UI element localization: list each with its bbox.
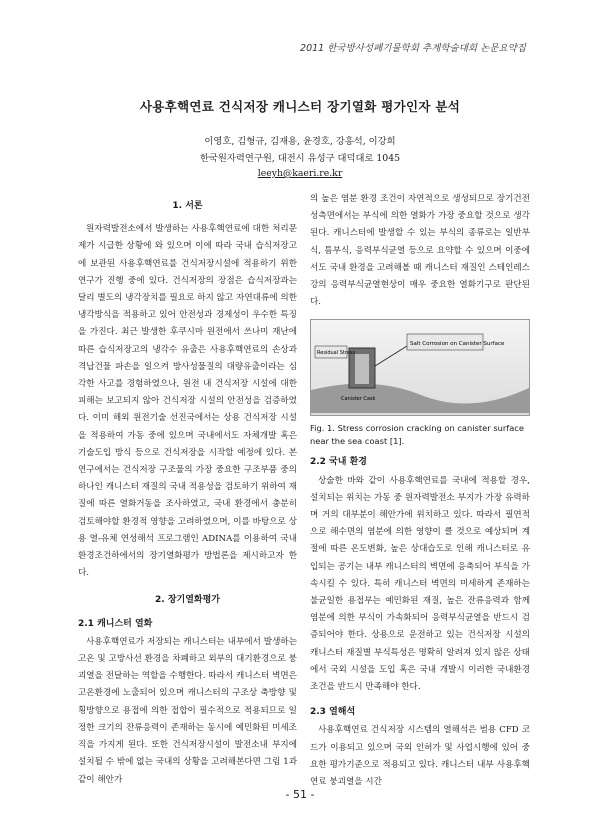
figure-1 [310,319,530,416]
authors: 이영호, 김형규, 김재용, 윤경호, 강흥석, 이강희 [204,136,396,147]
email-link[interactable]: leeyh@kaeri.re.kr [257,168,343,179]
fig-label-salt: Salt Corrosion on Canister Surface [410,341,505,348]
thermal-paragraph: 사용후핵연료 건식저장 시스템의 열해석은 범용 CFD 코드가 이용되고 있으며 국외 인허가 및 사업시행에 있어 중요한 평가기준으로 적용되고 있다. 캐니스터 내부 사용후핵연료 붕괴열을 시간 [310,725,530,788]
section-title-intro: 1. 서론 [172,201,203,211]
canister-shape [355,354,369,384]
intro-paragraph: 원자력발전소에서 발생하는 사용후핵연료에 대한 처리문제가 시급한 상황에 와 있으며 이에 따라 국내 습식저장고에 보관된 사용후핵연료를 건식저장시설에 적용하기 위한 연구가 진행 중에 있다. 건식저장의 장점은 습식저장과는 달리 별도의 냉각장치를 필요로 하지 않고 자연대류에 의한 냉각방식을 적용하고 있어 안전성과 경제성이 우수한 특징을 가진다. 최근 발생한 후쿠시마 원전에서 쓰나미 재난에 따른 습식저장고의 냉각수 유출은 사용후핵연료의 손상과 격납건물 파손을 일으켜 방사성물질의 대량유출이라는 심각한 사고를 경험하였으나, 원전 내 건식저장 시설에 대한 피해는 보고되지 않아 건식저장 시설의 안전성을 검증하였다. 이미 해외 원전기술 선진국에서는 상용 건식저장 시설을 적용하여 가동 중에 있으며 국내에서도 자체개발 혹은 기술도입 방식 등으로 건식저장을 시작할 예정에 있다. 본 연구에서는 건식저장 구조물의 가장 중요한 구조부품 중의 하나인 캐니스터 재질의 국내 적용성을 검토하기 위하여 재질에 따른 열화거동을 조사하였고, 국내 환경에서 충분히 검토해야할 환경적 영향을 고려하였으며, 이를 바탕으로 상용 열-유체 연성해석 프로그램인 ADINA를 이용하여 국내환경조건하에서의 장기열화평가 방법론을 제시하고자 한다. [78,224,297,579]
right-column [310,191,530,791]
fig-label-cask: Canister Cask [341,396,376,403]
subsection-title-environment: 2.2 국내 환경 [310,457,367,468]
figure-caption: Fig. 1. Stress corrosion cracking on canister surface near the sea coast [1]. [310,423,524,447]
continued-paragraph: 의 높은 염분 환경 조건이 자연적으로 생성되므로 장기건전성측면에서는 부식에 의한 열화가 가장 중요할 것으로 생각된다. 캐니스터에 발생할 수 있는 부식의 종류로는 일반부식, 틈부식, 응력부식균열 등으로 요약할 수 있으며 이중에서도 국내 환경을 고려해볼 때 캐니스터 재질인 스테인레스 강의 응력부식균열현상이 매우 중요한 열화기구로 판단된다. [310,194,530,308]
canister-paragraph: 사용후핵연료가 저장되는 캐니스터는 내부에서 발생하는 고온 및 고방사선 환경을 차폐하고 외부의 대기환경으로 붕괴열을 전달하는 역할을 수행한다. 따라서 캐니스터 벽면은 고온환경에 노출되어 있으며 캐니스터의 구조상 축방향 및 횡방향으로 용접에 의한 접합이 필수적으로 적용되므로 일정한 크기의 잔류응력이 존재하는 동시에 예민화된 미세조직을 가지게 된다. 또한 건식저장시설이 발전소내 부지에 설치될 수 밖에 없는 국내의 상황을 고려해본다면 그림 1과 같이 해안가 [78,636,297,785]
left-column [78,191,297,789]
affiliation: 한국원자력연구원, 대전시 유성구 대덕대로 1045 [199,153,401,164]
page-number: - 51 - [285,788,315,801]
paper-title: 사용후핵연료 건식저장 캐니스터 장기열화 평가인자 분석 [139,99,461,114]
subsection-title-canister: 2.1 캐니스터 열화 [78,618,153,629]
pointer-line [375,346,407,366]
fig-label-stress: Residual Stress [317,350,356,357]
environment-paragraph: 상술한 바와 같이 사용후핵연료를 국내에 적용할 경우, 설치되는 위치는 가동 중 원자력발전소 부지가 가장 유력하며 거의 대부분이 해안가에 위치하고 있다. 따라서 필연적으로 해수면의 염분에 의한 영향이 클 것으로 예상되며 계절에 따른 온도변화, 높은 상대습도로 인해 캐니스터로 유입되는 공기는 내부 캐니스터의 벽면에 응축되어 부식을 가속시킬 수 있다. 특히 캐니스터 벽면의 미세하게 존재하는 불균일한 용접부는 예민화된 재질, 높은 잔류응력과 함께 염분에 의한 부식이 가속화되어 응력부식균열을 반드시 검증되어야 한다. 상용으로 운전하고 있는 건식저장 시설의 캐니스터 재질별 부식특성은 명확히 알려져 있지 않은 상태에서 국외 시설을 도입 혹은 국내 개발시 이러한 국내환경조건을 반드시 만족해야 한다. [310,475,530,693]
subsection-title-thermal: 2.3 열해석 [310,707,356,718]
section-title-degradation: 2. 장기열화평가 [155,595,220,606]
running-header: 2011 한국방사성폐기물학회 추계학술대회 논문요약집 [300,43,526,54]
figure-illustration [311,320,529,413]
